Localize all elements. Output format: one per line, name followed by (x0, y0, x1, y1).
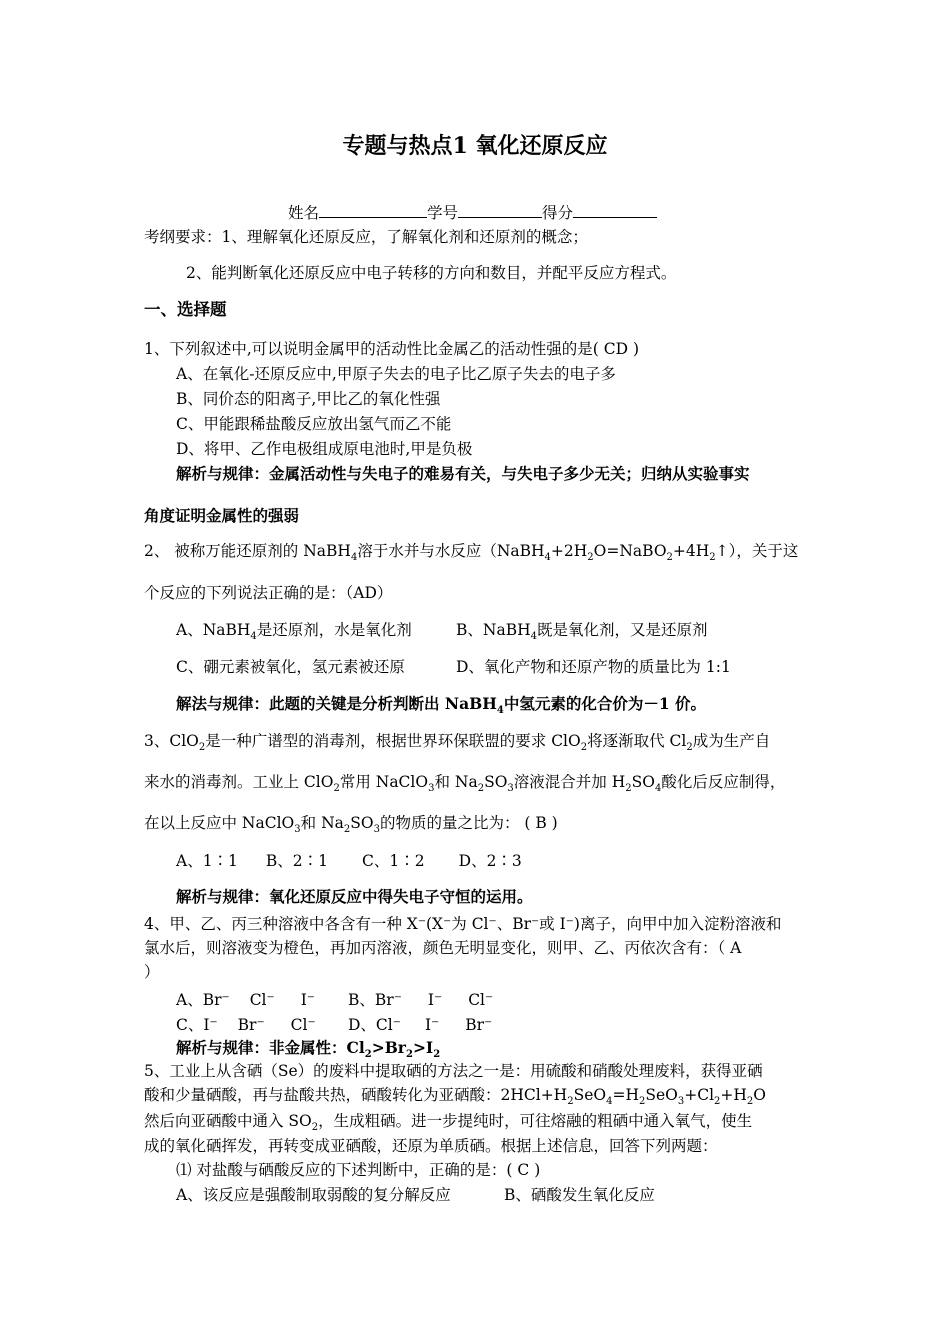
q2-option-c: C、硼元素被氧化，氢元素被还原 (176, 658, 405, 676)
q2-analysis: 解法与规律：此题的关键是分析判断出 NaBH$_4$中氢元素的化合价为－1 价。 (176, 694, 707, 717)
q3-stem-line-3: 在以上反应中 NaClO$_3$和 $Na_2SO_3$的物质的量之比为： ( B ) (144, 814, 558, 836)
q1-analysis-line-2: 角度证明金属性的强弱 (144, 506, 300, 525)
q5-stem-line-4: 成的氧化硒挥发，再转变成亚硒酸，还原为单质硒。根据上述信息，回答下列两题： (144, 1137, 718, 1155)
name-field[interactable] (319, 201, 427, 218)
q5-stem-line-3: 然后向亚硒酸中通入 $SO_2$，生成粗硒。进一步提纯时，可往熔融的粗硒中通入氧气，使生 (144, 1112, 753, 1134)
q4-stem-line-3: ） (144, 963, 160, 981)
outline-line-1: 考纲要求：1、理解氧化还原反应，了解氧化剂和还原剂的概念； (144, 228, 588, 246)
q1-option-d: D、将甲、乙作电极组成原电池时,甲是负极 (176, 440, 473, 458)
q5-stem-line-2: 酸和少量硒酸，再与盐酸共热，硒酸转化为亚硒酸：$2HCl+H_2SeO_4=H_2SeO_3+Cl_2+H_2O$ (144, 1086, 767, 1108)
q4-stem-line-2: 氯水后，则溶液变为橙色，再加丙溶液，颜色无明显变化，则甲、乙、丙依次含有：（ A (144, 939, 742, 957)
q5-option-b: B、硒酸发生氧化反应 (504, 1186, 655, 1204)
q2-stem-line-1: 2、 被称万能还原剂的 NaBH$_4$溶于水并与水反应$(NaBH_4+2H_2O=NaBO_2+4H_2↑)$，关于这 (144, 542, 799, 564)
id-label: 学号 (427, 204, 459, 222)
q5-subquestion-1: ⑴ 对盐酸与硒酸反应的下述判断中，正确的是：( C ) (176, 1161, 541, 1179)
q1-option-b: B、同价态的阳离子,甲比乙的氧化性强 (176, 390, 441, 408)
score-label: 得分 (542, 204, 574, 222)
q5-stem-line-1: 5、工业上从含硒（Se）的废料中提取硒的方法之一是：用硫酸和硝酸处理废料，获得亚硒 (144, 1062, 763, 1080)
q1-option-c: C、甲能跟稀盐酸反应放出氢气而乙不能 (176, 415, 452, 433)
q1-stem: 1、下列叙述中,可以说明金属甲的活动性比金属乙的活动性强的是( CD ) (144, 340, 640, 358)
q3-stem-line-2: 来水的消毒剂。工业上 ClO$_2$常用 NaClO$_3$和 $Na_2SO_3$溶液混合并加 $H_2SO_4$酸化后反应制得， (144, 773, 786, 795)
section-heading: 一、选择题 (144, 300, 227, 319)
q2-option-d: D、氧化产物和还原产物的质量比为 1:1 (456, 658, 731, 676)
q3-options (176, 851, 522, 871)
q4-option-c: C、I⁻ Br⁻ Cl⁻ (176, 1016, 316, 1034)
q3-option-b: B、2∶1 (265, 852, 329, 870)
page-title: 专题与热点1 氧化还原反应 (342, 133, 608, 159)
q3-analysis: 解析与规律：氧化还原反应中得失电子守恒的运用。 (176, 887, 533, 906)
id-field[interactable] (458, 201, 542, 218)
q2-option-b: B、NaBH$_4$既是氧化剂，又是还原剂 (456, 621, 708, 643)
q5-option-a: A、该反应是强酸制取弱酸的复分解反应 (176, 1186, 451, 1204)
q2-stem-line-2: 个反应的下列说法正确的是：（AD） (144, 584, 393, 602)
q4-option-d: D、Cl⁻ I⁻ Br⁻ (348, 1016, 493, 1034)
q3-option-a: A、1∶1 (176, 852, 238, 870)
score-field[interactable] (573, 201, 657, 218)
q3-option-d: D、2∶3 (458, 852, 522, 870)
q4-analysis: 解析与规律：非金属性：$Cl_2>Br_2>I_2$ (176, 1038, 441, 1061)
q2-option-a: A、NaBH$_4$是还原剂，水是氧化剂 (176, 621, 412, 643)
q1-analysis-line-1: 解析与规律：金属活动性与失电子的难易有关，与失电子多少无关；归纳从实验事实 (176, 464, 750, 483)
student-info-line (288, 201, 657, 223)
q4-option-a: A、Br⁻ Cl⁻ I⁻ (176, 991, 315, 1009)
q1-option-a: A、在氧化-还原反应中,甲原子失去的电子比乙原子失去的电子多 (176, 365, 616, 383)
q3-stem-line-1: 3、ClO$_2$是一种广谱型的消毒剂，根据世界环保联盟的要求 ClO$_2$将逐渐取代 $Cl_2$成为生产自 (144, 732, 771, 754)
q4-option-b: B、Br⁻ I⁻ Cl⁻ (348, 991, 494, 1009)
q4-stem-line-1: 4、甲、乙、丙三种溶液中各含有一种 X⁻(X⁻为 Cl⁻、Br⁻或 I⁻)离子，向甲中加入淀粉溶液和 (144, 915, 782, 933)
name-label: 姓名 (288, 204, 320, 222)
outline-line-2: 2、能判断氧化还原反应中电子转移的方向和数目，并配平反应方程式。 (186, 264, 677, 282)
q3-option-c: C、1∶2 (362, 852, 425, 870)
